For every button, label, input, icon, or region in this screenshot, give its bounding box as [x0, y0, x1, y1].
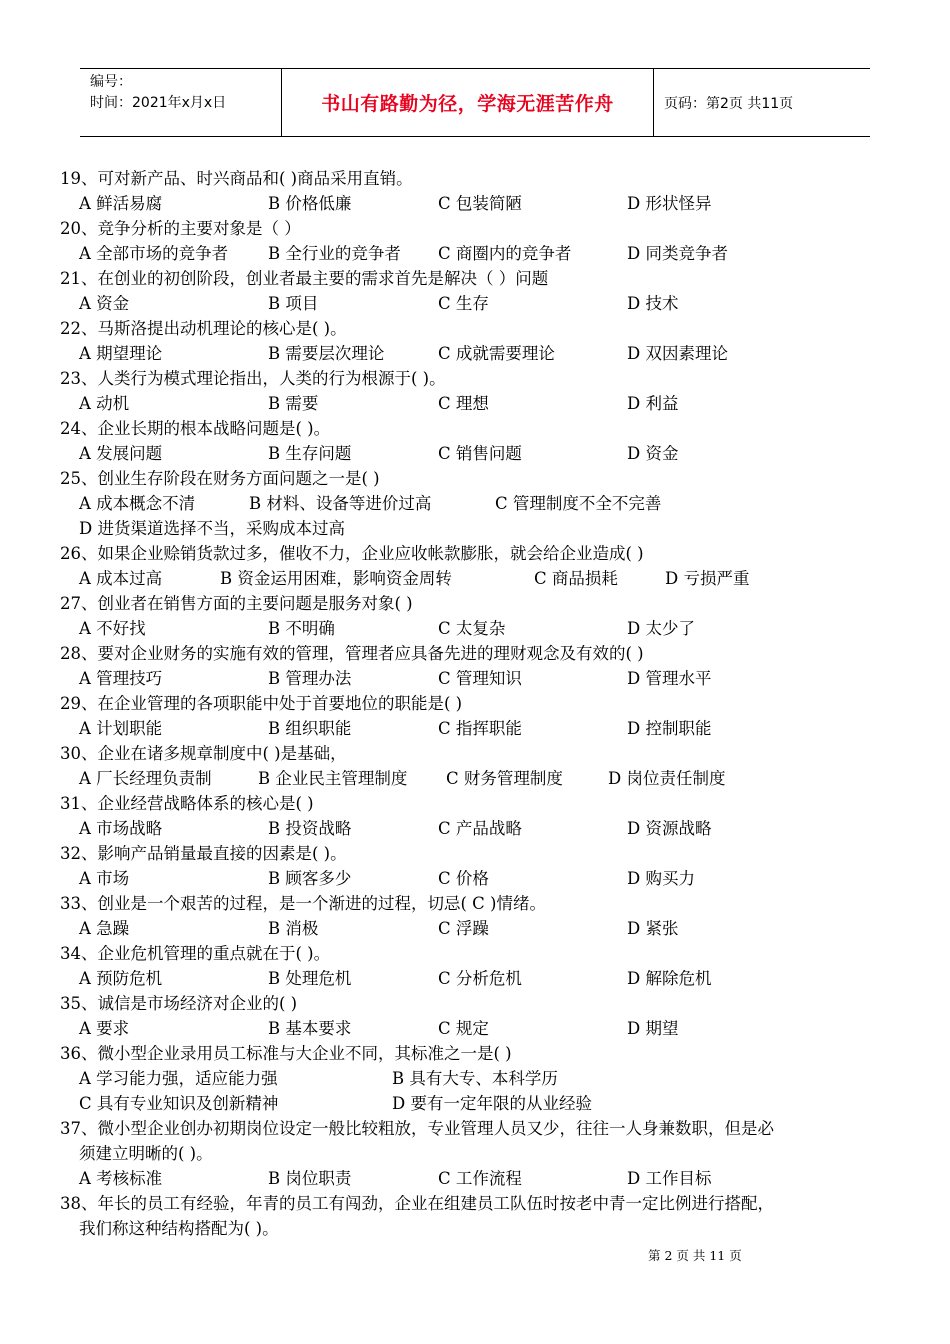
answer-option: B 需要层次理论 — [268, 344, 385, 363]
question-text: 19、可对新产品、时兴商品和( )商品采用直销。 — [60, 169, 413, 188]
page-footer: 第 2 页 共 11 页 — [648, 1248, 742, 1263]
answer-options-row — [60, 391, 892, 416]
answer-option: C 分析危机 — [438, 969, 522, 988]
question-text: 38、年长的员工有经验，年青的员工有闯劲，企业在组建员工队伍时按老中青一定比例进行搭配， — [60, 1194, 774, 1213]
header-motto: 书山有路勤为径，学海无涯苦作舟 — [321, 93, 614, 115]
answer-option: A 市场 — [79, 869, 130, 888]
answer-options-row — [60, 766, 892, 791]
question-text: 32、影响产品销量最直接的因素是( )。 — [60, 844, 347, 863]
answer-option: B 顾客多少 — [268, 869, 352, 888]
answer-option: C 财务管理制度 — [446, 769, 563, 788]
answer-option: C 浮躁 — [438, 919, 489, 938]
answer-option: B 全行业的竞争者 — [268, 244, 401, 263]
answer-option: B 具有大专、本科学历 — [392, 1069, 558, 1088]
answer-option: A 预防危机 — [79, 969, 163, 988]
question-text: 36、微小型企业录用员工标准与大企业不同，其标准之一是( ) — [60, 1044, 512, 1063]
answer-options-row — [60, 866, 892, 891]
answer-options-row — [60, 1016, 892, 1041]
question-text: 24、企业长期的根本战略问题是( )。 — [60, 419, 331, 438]
question-text: 25、创业生存阶段在财务方面问题之一是( ) — [60, 469, 380, 488]
answer-option: A 管理技巧 — [79, 669, 163, 688]
question-text: 23、人类行为模式理论指出，人类的行为根源于( )。 — [60, 369, 446, 388]
answer-option: A 计划职能 — [79, 719, 163, 738]
answer-options-row — [60, 966, 892, 991]
question-text: 35、诚信是市场经济对企业的( ) — [60, 994, 298, 1013]
answer-option: A 资金 — [79, 294, 130, 313]
answer-options-row — [60, 341, 892, 366]
answer-options-row — [60, 916, 892, 941]
question-text: 33、创业是一个艰苦的过程，是一个渐进的过程，切忌( C )情绪。 — [60, 894, 546, 913]
answer-options-row — [60, 191, 892, 216]
answer-option: B 项目 — [268, 294, 319, 313]
answer-option: C 商圈内的竞争者 — [438, 244, 572, 263]
answer-option: B 生存问题 — [268, 444, 352, 463]
answer-options-row — [60, 716, 892, 741]
question-text-continued: 我们称这种结构搭配为( )。 — [79, 1219, 279, 1238]
answer-option: D 购买力 — [627, 869, 695, 888]
answer-option: A 鲜活易腐 — [79, 194, 163, 213]
answer-option: C 太复杂 — [438, 619, 506, 638]
answer-option: C 规定 — [438, 1019, 489, 1038]
question-text: 27、创业者在销售方面的主要问题是服务对象( ) — [60, 594, 413, 613]
answer-option: A 动机 — [79, 394, 130, 413]
answer-option: A 考核标准 — [79, 1169, 163, 1188]
answer-option: B 企业民主管理制度 — [258, 769, 408, 788]
header-page-number: 页码：第2页 共11页 — [664, 95, 794, 112]
answer-options-row — [60, 1091, 892, 1116]
header-meta-cell — [80, 69, 282, 136]
answer-option: B 价格低廉 — [268, 194, 352, 213]
answer-option: C 指挥职能 — [438, 719, 522, 738]
answer-options-row — [60, 566, 892, 591]
answer-option: C 理想 — [438, 394, 489, 413]
question-text: 30、企业在诸多规章制度中( )是基础， — [60, 744, 347, 763]
answer-option: A 成本概念不清 — [79, 494, 196, 513]
answer-option: B 需要 — [268, 394, 319, 413]
question-text: 34、企业危机管理的重点就在于( )。 — [60, 944, 331, 963]
answer-option: A 急躁 — [79, 919, 130, 938]
answer-options-row — [60, 816, 892, 841]
answer-option: D 资源战略 — [627, 819, 712, 838]
document-number-label: 编号： — [90, 74, 132, 90]
answer-options-row — [60, 441, 892, 466]
question-text: 28、要对企业财务的实施有效的管理，管理者应具备先进的理财观念及有效的( ) — [60, 644, 644, 663]
answer-option: D 形状怪异 — [627, 194, 712, 213]
question-text: 31、企业经营战略体系的核心是( ) — [60, 794, 314, 813]
answer-option: A 期望理论 — [79, 344, 163, 363]
answer-option: B 材料、设备等进价过高 — [249, 494, 432, 513]
answer-options-row — [60, 491, 892, 516]
question-text: 37、微小型企业创办初期岗位设定一般比较粗放，专业管理人员又少，往往一人身兼数职，但是必 — [60, 1119, 774, 1138]
answer-option: D 太少了 — [627, 619, 695, 638]
answer-option: C 销售问题 — [438, 444, 522, 463]
answer-options-row — [60, 666, 892, 691]
answer-option: D 技术 — [627, 294, 679, 313]
question-text: 22、马斯洛提出动机理论的核心是( )。 — [60, 319, 347, 338]
page-header — [80, 68, 870, 137]
answer-option: A 不好找 — [79, 619, 146, 638]
answer-option: D 要有一定年限的从业经验 — [392, 1094, 592, 1113]
answer-option: D 岗位责任制度 — [608, 769, 726, 788]
answer-option: A 成本过高 — [79, 569, 163, 588]
answer-option: B 岗位职责 — [268, 1169, 352, 1188]
answer-options-row — [60, 616, 892, 641]
answer-option: D 解除危机 — [627, 969, 712, 988]
answer-option: D 工作目标 — [627, 1169, 712, 1188]
answer-option: A 要求 — [79, 1019, 130, 1038]
question-text: 29、在企业管理的各项职能中处于首要地位的职能是( ) — [60, 694, 463, 713]
answer-options-row — [60, 1166, 892, 1191]
answer-option: B 不明确 — [268, 619, 335, 638]
question-list — [60, 166, 892, 1241]
answer-options-row — [60, 241, 892, 266]
answer-option: D 双因素理论 — [627, 344, 728, 363]
answer-option: A 发展问题 — [79, 444, 163, 463]
answer-option: D 资金 — [627, 444, 679, 463]
answer-option: C 工作流程 — [438, 1169, 522, 1188]
answer-options-row — [60, 516, 892, 541]
answer-option: B 投资战略 — [268, 819, 352, 838]
question-text: 26、如果企业赊销货款过多，催收不力，企业应收帐款膨胀，就会给企业造成( ) — [60, 544, 644, 563]
answer-option: C 包装简陋 — [438, 194, 522, 213]
header-page-cell — [654, 69, 870, 136]
answer-option: D 亏损严重 — [665, 569, 750, 588]
question-text: 21、在创业的初创阶段，创业者最主要的需求首先是解决（ ）问题 — [60, 269, 549, 288]
answer-option: C 生存 — [438, 294, 489, 313]
answer-option: B 处理危机 — [268, 969, 352, 988]
answer-options-row — [60, 1066, 892, 1091]
answer-option: A 全部市场的竞争者 — [79, 244, 229, 263]
answer-option: D 进货渠道选择不当，采购成本过高 — [79, 519, 345, 538]
answer-option: A 市场战略 — [79, 819, 163, 838]
answer-option: C 具有专业知识及创新精神 — [79, 1094, 279, 1113]
answer-option: B 组织职能 — [268, 719, 352, 738]
answer-option: D 同类竞争者 — [627, 244, 728, 263]
header-motto-cell — [282, 69, 654, 136]
answer-option: C 管理知识 — [438, 669, 522, 688]
answer-option: C 产品战略 — [438, 819, 522, 838]
answer-option: D 管理水平 — [627, 669, 712, 688]
question-text-continued: 须建立明晰的( )。 — [79, 1144, 213, 1163]
answer-option: A 厂长经理负责制 — [79, 769, 212, 788]
answer-option: B 基本要求 — [268, 1019, 352, 1038]
answer-option: D 期望 — [627, 1019, 679, 1038]
question-text: 20、竞争分析的主要对象是（ ） — [60, 219, 301, 238]
answer-option: A 学习能力强，适应能力强 — [79, 1069, 278, 1088]
answer-option: C 价格 — [438, 869, 489, 888]
answer-option: B 消极 — [268, 919, 319, 938]
answer-option: C 管理制度不全不完善 — [495, 494, 662, 513]
answer-option: D 紧张 — [627, 919, 679, 938]
answer-option: D 控制职能 — [627, 719, 712, 738]
answer-options-row — [60, 291, 892, 316]
document-time-label: 时间：2021年x月x日 — [90, 95, 227, 111]
answer-option: B 管理办法 — [268, 669, 352, 688]
answer-option: D 利益 — [627, 394, 679, 413]
answer-option: C 成就需要理论 — [438, 344, 555, 363]
answer-option: C 商品损耗 — [534, 569, 618, 588]
answer-option: B 资金运用困难，影响资金周转 — [220, 569, 452, 588]
